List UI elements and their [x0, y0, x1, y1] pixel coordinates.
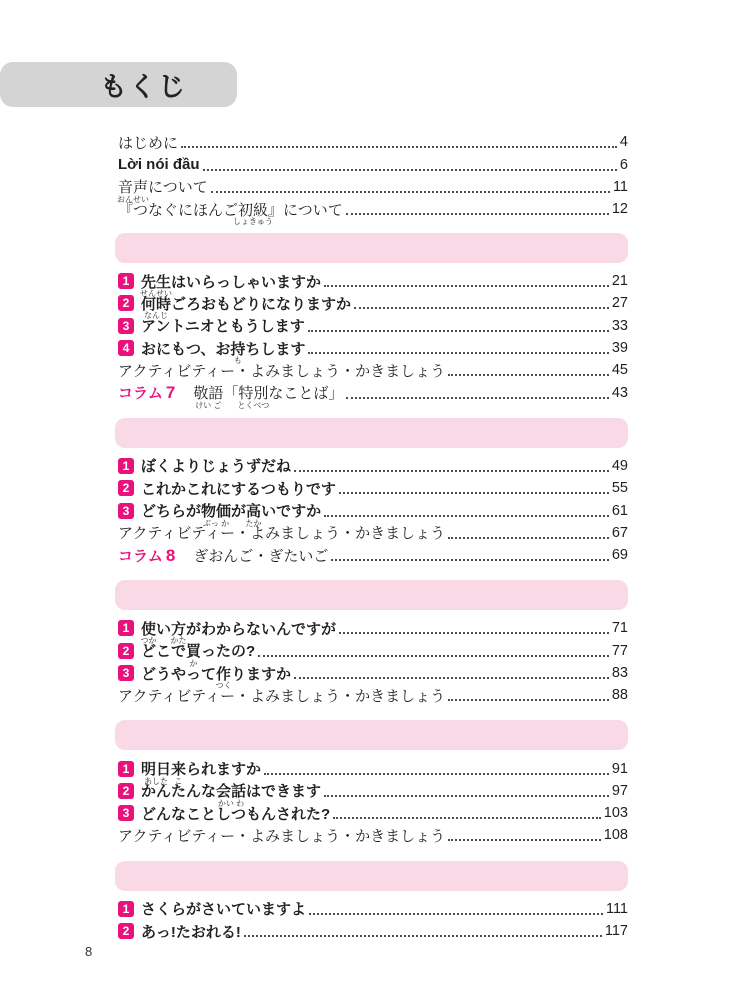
entry-page-number: 45: [611, 362, 628, 379]
dot-leader: [448, 537, 609, 539]
unit-entry: [115, 898, 628, 920]
activity-entry: [115, 824, 628, 846]
ruby-base: 何時 なんじ: [141, 295, 172, 321]
activity-entry: [115, 681, 628, 706]
unit-number-badge: 1: [118, 761, 134, 777]
entry-title: アントニオともうします: [141, 318, 305, 336]
dot-leader: [324, 515, 609, 517]
unit-number-badge: 1: [118, 458, 134, 474]
section-band: [115, 720, 628, 750]
entry-page-number: 61: [611, 502, 628, 519]
ruby-base: 会話 かい わ: [216, 783, 247, 808]
section-band: [115, 418, 628, 448]
ruby-base: 初級 しょきゅう: [233, 201, 274, 227]
furigana: かた: [170, 636, 187, 646]
unit-number-badge: 2: [118, 643, 134, 659]
ruby-base: 方 かた: [170, 620, 187, 646]
activity-entry: [115, 356, 628, 381]
entry-title: どこで買 か ったの?: [141, 643, 256, 668]
front-matter-entry: [118, 153, 628, 175]
entry-page-number: 83: [611, 665, 628, 681]
dot-leader: [346, 213, 609, 215]
entry-page-number: 33: [611, 317, 628, 334]
ruby-base: 物価 ぶっ か: [201, 503, 232, 528]
furigana: せんせい: [140, 289, 172, 299]
dot-leader: [308, 330, 609, 332]
column-number: 8: [165, 545, 176, 565]
entry-title: どちらが物価 ぶっ か が高 たか いですか: [141, 503, 322, 528]
unit-number-badge: 3: [118, 503, 134, 519]
unit-entry: [115, 617, 628, 646]
entry-title: 先生 せんせい はいらっしゃいますか: [140, 273, 322, 299]
furigana: つか: [140, 636, 157, 646]
unit-entry: [115, 477, 628, 499]
entry-title: アクティビティー・よみましょう・かきましょう: [118, 362, 446, 380]
furigana: つく: [215, 681, 232, 690]
unit-entry: [115, 757, 628, 786]
entry-title: あっ!たおれる!: [141, 923, 241, 941]
ruby-base: 先生 せんせい: [140, 273, 172, 299]
entry-title: これかこれにするつもりです: [141, 480, 336, 498]
unit-number-badge: 2: [118, 480, 134, 496]
column-label: [118, 545, 175, 566]
unit-number-badge: 1: [118, 901, 134, 917]
furigana: も: [233, 356, 242, 366]
ruby-base: 持 も: [230, 340, 246, 366]
entry-page-number: 108: [603, 827, 628, 844]
front-matter-entry: [117, 194, 628, 227]
entry-page-number: 21: [611, 273, 628, 290]
ruby-base: 音声 おんせい: [117, 179, 149, 204]
entry-page-number: 97: [611, 782, 628, 799]
sections: [115, 233, 628, 956]
ruby-base: 高 たか: [245, 503, 262, 528]
ruby-base: 使 つか: [140, 620, 157, 646]
dot-leader: [333, 817, 601, 819]
ruby-base: 来 こ: [171, 761, 187, 786]
dot-leader: [448, 839, 601, 841]
unit-entry: [115, 499, 628, 528]
entry-title: 敬語 けい ご 「特別 とくべつ なことば」: [193, 385, 344, 410]
page-tab: [0, 62, 237, 107]
entry-title: 『つなぐにほんご初級 しょきゅう 』について: [118, 201, 343, 227]
dot-leader: [448, 699, 609, 701]
furigana: しょきゅう: [233, 217, 274, 227]
toc-section: [115, 580, 628, 706]
entry-page-number: 88: [611, 687, 628, 704]
unit-number-badge: 2: [118, 923, 134, 939]
entry-title: さくらがさいていますよ: [141, 901, 307, 919]
unit-number-badge: 4: [118, 340, 134, 356]
unit-entry: [115, 640, 628, 668]
dot-leader: [346, 397, 608, 399]
entry-title: Lời nói đầu: [118, 156, 200, 174]
dot-leader: [294, 470, 609, 472]
entry-page-number: 111: [605, 900, 628, 917]
entry-title: ぼくよりじょうずだね: [141, 458, 292, 476]
entry-page-number: 117: [604, 923, 628, 940]
unit-number-badge: 3: [118, 318, 134, 334]
entry-page-number: 27: [611, 295, 628, 312]
furigana: か: [189, 658, 198, 668]
entry-page-number: 91: [611, 760, 628, 777]
activity-entry: [115, 518, 628, 544]
entry-title: 使 つか い方 かた がわからないんですが: [140, 620, 337, 646]
dot-leader: [294, 677, 609, 679]
dot-leader: [258, 655, 609, 657]
entry-page-number: 39: [611, 340, 628, 357]
furigana: たか: [245, 518, 262, 528]
dot-leader: [181, 146, 617, 148]
page-title: もくじ: [100, 72, 187, 102]
unit-entry: [115, 337, 628, 366]
entry-title: アクティビティー・よみましょう・かきましょう: [118, 687, 446, 705]
dot-leader: [339, 492, 609, 494]
entry-page-number: 103: [603, 805, 628, 822]
furigana: こ: [174, 776, 183, 786]
section-band: [115, 861, 628, 891]
dot-leader: [324, 795, 609, 797]
unit-number-badge: 3: [118, 805, 134, 821]
entry-title: 音声 おんせい について: [117, 179, 208, 204]
toc-section: [115, 861, 628, 943]
furigana: あした: [144, 776, 168, 786]
entry-title: おにもつ、お持 も ちします: [141, 340, 306, 366]
toc-section: [115, 418, 628, 566]
unit-entry: [115, 455, 628, 477]
entry-page-number: 49: [611, 457, 628, 474]
ruby-base: 明日 あした: [141, 761, 172, 786]
entry-title: 明日 あした 来 こ られますか: [141, 761, 262, 786]
dot-leader: [203, 169, 617, 171]
furigana: なんじ: [144, 311, 168, 321]
dot-leader: [448, 374, 609, 376]
entry-title: アクティビティー・よみましょう・かきましょう: [118, 827, 446, 845]
dot-leader: [264, 773, 609, 775]
entry-title: 何時 なんじ ごろおもどりになりますか: [141, 295, 352, 321]
entry-page-number: 6: [619, 156, 628, 173]
front-matter-entry: [118, 131, 628, 153]
toc-section: [115, 233, 628, 410]
entry-page-number: 55: [611, 480, 628, 497]
entry-page-number: 69: [611, 547, 628, 564]
entry-page-number: 4: [619, 134, 628, 151]
unit-number-badge: 1: [118, 273, 134, 289]
unit-number-badge: 2: [118, 295, 134, 311]
column-number: 7: [165, 383, 176, 403]
entry-page-number: 11: [612, 178, 628, 195]
entry-title: ぎおんご・ぎたいご: [193, 547, 329, 565]
entry-page-number: 77: [611, 642, 628, 659]
unit-number-badge: 3: [118, 665, 134, 681]
entry-title: どうやって作 つく りますか: [141, 665, 292, 690]
ruby-base: 特別 とくべつ: [237, 385, 270, 410]
ruby-base: 敬語 けい ご: [193, 385, 224, 410]
front-matter-list: [117, 131, 628, 227]
column-entry: [115, 381, 628, 410]
dot-leader: [211, 191, 610, 193]
unit-entry: [115, 798, 628, 824]
entry-title: どんなことしつもんされた?: [141, 805, 331, 823]
column-entry: [115, 544, 628, 566]
column-label-text: コラム: [118, 385, 163, 403]
unit-entry: [115, 315, 628, 337]
dot-leader: [324, 285, 609, 287]
section-band: [115, 580, 628, 610]
corner-page-number: 8: [85, 944, 93, 959]
column-label: [118, 382, 175, 403]
ruby-base: 買 か: [186, 643, 202, 668]
unit-entry: [115, 776, 628, 808]
furigana: けい ご: [195, 400, 222, 410]
dot-leader: [331, 559, 609, 561]
unit-number-badge: 1: [118, 620, 134, 636]
front-matter-entry: [117, 176, 628, 204]
unit-number-badge: 2: [118, 783, 134, 799]
section-band: [115, 233, 628, 263]
entry-page-number: 12: [611, 201, 628, 218]
dot-leader: [309, 913, 603, 915]
furigana: ぶっ か: [202, 518, 230, 528]
entry-title: かんたんな会話 かい わ はできます: [141, 783, 322, 808]
entry-page-number: 43: [611, 384, 628, 401]
furigana: かい わ: [217, 798, 245, 808]
unit-entry: [115, 920, 628, 942]
dot-leader: [308, 352, 608, 354]
unit-entry: [115, 270, 628, 299]
entry-title: はじめに: [118, 134, 179, 152]
furigana: おんせい: [117, 194, 149, 204]
toc-section: [115, 720, 628, 846]
unit-entry: [115, 289, 628, 321]
furigana: とくべつ: [237, 400, 270, 410]
dot-leader: [244, 935, 602, 937]
ruby-base: 作 つく: [215, 665, 232, 690]
dot-leader: [339, 632, 609, 634]
column-label-text: コラム: [118, 547, 163, 565]
entry-page-number: 67: [611, 524, 628, 541]
entry-title: アクティビティー・よみましょう・かきましょう: [118, 525, 446, 543]
dot-leader: [354, 307, 609, 309]
entry-page-number: 71: [611, 620, 628, 637]
